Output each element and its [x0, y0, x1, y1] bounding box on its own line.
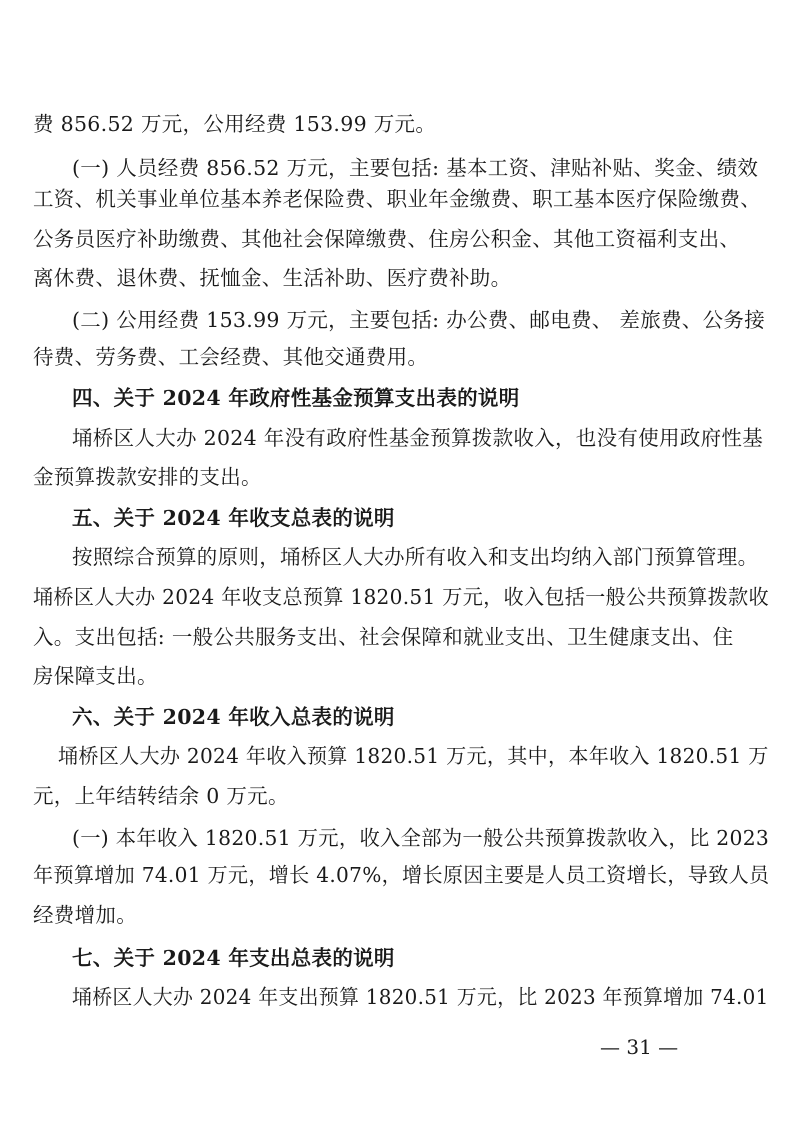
body-line-14: 入。支出包括: 一般公共服务支出、社会保障和就业支出、卫生健康支出、住: [33, 625, 734, 649]
body-line-20: 年预算增加 74.01 万元，增长 4.07%，增长原因主要是人员工资增长，导致人员: [33, 863, 770, 887]
body-line-2: (一) 人员经费 856.52 万元，主要包括: 基本工资、津贴补贴、奖金、绩效: [72, 156, 759, 180]
body-line-19: (一) 本年收入 1820.51 万元，收入全部为一般公共预算拨款收入，比 2023: [72, 826, 770, 850]
body-line-15: 房保障支出。: [33, 664, 158, 688]
body-line-3: 工资、机关事业单位基本养老保险费、职业年金缴费、职工基本医疗保险缴费、: [33, 187, 761, 211]
section-heading-7: 七、关于 2024 年支出总表的说明: [72, 946, 395, 970]
body-line-10: 金预算拨款安排的支出。: [33, 465, 262, 489]
body-line-17: 埇桥区人大办 2024 年收入预算 1820.51 万元，其中，本年收入 1820.51 万: [58, 744, 769, 768]
body-line-4: 公务员医疗补助缴费、其他社会保障缴费、住房公积金、其他工资福利支出、: [33, 227, 741, 251]
body-line-12: 按照综合预算的原则，埇桥区人大办所有收入和支出均纳入部门预算管理。: [72, 545, 759, 569]
body-line-21: 经费增加。: [33, 903, 137, 927]
body-line-7: 待费、劳务费、工会经费、其他交通费用。: [33, 345, 429, 369]
body-line-23: 埇桥区人大办 2024 年支出预算 1820.51 万元，比 2023 年预算增加 74.01: [72, 985, 769, 1009]
body-line-9: 埇桥区人大办 2024 年没有政府性基金预算拨款收入，也没有使用政府性基: [72, 426, 764, 450]
section-heading-5: 五、关于 2024 年收支总表的说明: [72, 506, 395, 530]
section-heading-4: 四、关于 2024 年政府性基金预算支出表的说明: [72, 386, 520, 410]
page-number: — 31 —: [600, 1035, 679, 1059]
body-line-18: 元，上年结转结余 0 万元。: [33, 784, 289, 808]
body-line-6: (二) 公用经费 153.99 万元，主要包括: 办公费、邮电费、 差旅费、公务接: [72, 308, 766, 332]
body-line-5: 离休费、退休费、抚恤金、生活补助、医疗费补助。: [33, 266, 512, 290]
body-line-13: 埇桥区人大办 2024 年收支总预算 1820.51 万元，收入包括一般公共预算拨款收: [33, 585, 769, 609]
body-line-1: 费 856.52 万元，公用经费 153.99 万元。: [33, 112, 437, 136]
section-heading-6: 六、关于 2024 年收入总表的说明: [72, 705, 395, 729]
